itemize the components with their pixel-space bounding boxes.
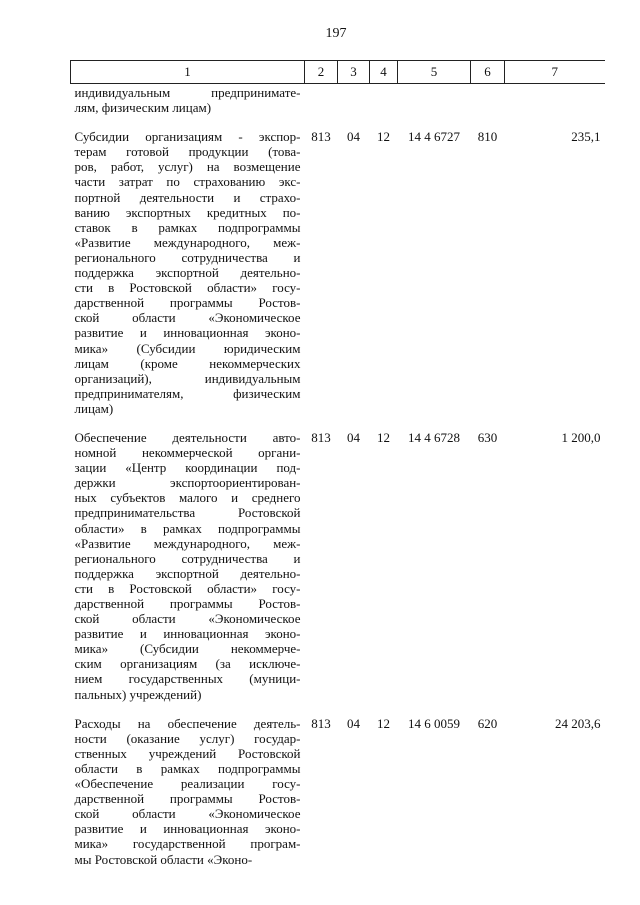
description-line: области» в рамках подпрограммы <box>74 520 301 536</box>
description-line: организаций), индивидуальным <box>74 370 301 386</box>
ministry-code: 813 <box>311 129 331 145</box>
expense-type-code: 810 <box>477 129 498 145</box>
description-line: сти в Ростовской области» госу- <box>74 280 301 296</box>
description-line: мика» (Субсидии некоммерче- <box>74 641 301 657</box>
description-line: развитие и инновационная эконо- <box>74 325 301 341</box>
budget-table <box>70 60 605 867</box>
description-line: предпринимателям, физическим <box>74 385 301 401</box>
row-description <box>71 115 305 416</box>
description-line: мика» (Субсидии юридическим <box>74 340 301 356</box>
amount: 235,1 <box>571 129 601 145</box>
target-article-code: 14 6 0059 <box>408 715 460 731</box>
description-line: дарственной программы Ростов- <box>74 791 301 807</box>
table-row <box>71 416 605 702</box>
description-line: мика» государственной програм- <box>74 836 301 852</box>
description-line: «Развитие международного, меж- <box>74 234 301 250</box>
description-line: дарственной программы Ростов- <box>74 295 301 311</box>
description-line: ской области «Экономическое <box>74 611 301 627</box>
description-line: ской области «Экономическое <box>74 806 301 822</box>
description-line: мы Ростовской области «Эконо- <box>74 851 253 867</box>
table-body <box>71 84 605 867</box>
section-code: 04 <box>347 129 360 145</box>
description-line: части затрат по страхованию экс- <box>74 174 301 190</box>
continuation-line: индивидуальным предпринимате- <box>74 85 301 100</box>
target-article-code: 14 4 6727 <box>408 129 460 145</box>
section-code: 04 <box>347 429 360 445</box>
header-col-1: 1 <box>71 61 305 84</box>
description-line: развитие и инновационная эконо- <box>74 626 301 642</box>
description-line: ванию экспортных кредитных по- <box>74 204 301 220</box>
header-row <box>71 61 605 84</box>
description-line: дарственной программы Ростов- <box>74 596 301 611</box>
page-number: 197 <box>325 26 347 41</box>
description-line: зации «Центр координации под- <box>74 460 301 476</box>
description-line: лицам (кроме некоммерческих <box>74 355 301 371</box>
description-line: лицам) <box>74 400 114 416</box>
amount: 1 200,0 <box>561 429 601 445</box>
row-description <box>71 702 305 867</box>
expense-type-code: 630 <box>477 429 498 445</box>
expense-type-code: 620 <box>477 715 498 731</box>
description-line: Субсидии организациям - экспор- <box>74 129 301 145</box>
table-row <box>71 115 605 416</box>
subsection-code: 12 <box>377 429 390 445</box>
description-line: поддержка экспортной деятельно- <box>74 565 301 581</box>
header-col-4: 4 <box>370 61 398 84</box>
description-line: нием государственных (муници- <box>74 671 301 687</box>
continuation-line: лям, физическим лицам) <box>74 100 212 116</box>
description-line: поддержка экспортной деятельно- <box>74 265 301 281</box>
description-line: «Развитие международного, меж- <box>74 535 301 551</box>
subsection-code: 12 <box>377 715 390 731</box>
description-line: регионального сотрудничества и <box>74 550 301 566</box>
header-col-2: 2 <box>305 61 338 84</box>
description-line: предпринимательства Ростовской <box>74 505 301 521</box>
description-line: развитие и инновационная эконо- <box>74 821 301 837</box>
description-line: пальных) учреждений) <box>74 686 202 702</box>
description-line: Расходы на обеспечение деятель- <box>74 715 301 731</box>
subsection-code: 12 <box>377 129 390 145</box>
description-line: ским организациям (за исключе- <box>74 656 301 672</box>
description-line: сти в Ростовской области» госу- <box>74 580 301 596</box>
description-line: терам готовой продукции (това- <box>74 144 301 160</box>
table-header <box>71 61 605 84</box>
description-line: регионального сотрудничества и <box>74 249 301 265</box>
description-line: области в рамках подпрограммы <box>74 760 301 776</box>
description-line: портной деятельности и страхо- <box>74 189 301 205</box>
description-line: ставок в рамках подпрограммы <box>74 219 301 235</box>
description-line: «Обеспечение реализации госу- <box>74 776 301 792</box>
description-line: ственных учреждений Ростовской <box>74 745 301 761</box>
description-line: ности (оказание услуг) государ- <box>74 730 301 746</box>
description-line: ров, работ, услуг) на возмещение <box>74 159 301 175</box>
row-description <box>71 416 305 702</box>
target-article-code: 14 4 6728 <box>408 429 460 445</box>
header-col-3: 3 <box>338 61 370 84</box>
description-line: номной некоммерческой органи- <box>74 445 301 461</box>
continuation-row <box>71 84 605 116</box>
amount: 24 203,6 <box>555 715 601 731</box>
table-row <box>71 702 605 867</box>
header-col-6: 6 <box>471 61 505 84</box>
header-col-7: 7 <box>505 61 605 84</box>
description-line: ных субъектов малого и среднего <box>74 490 301 506</box>
description-line: Обеспечение деятельности авто- <box>74 429 301 445</box>
header-col-5: 5 <box>398 61 471 84</box>
ministry-code: 813 <box>311 429 331 445</box>
section-code: 04 <box>347 715 360 731</box>
description-line: ской области «Экономическое <box>74 310 301 326</box>
continuation-description <box>71 84 305 116</box>
description-line: держки экспортоориентирован- <box>74 475 301 491</box>
ministry-code: 813 <box>311 715 331 731</box>
